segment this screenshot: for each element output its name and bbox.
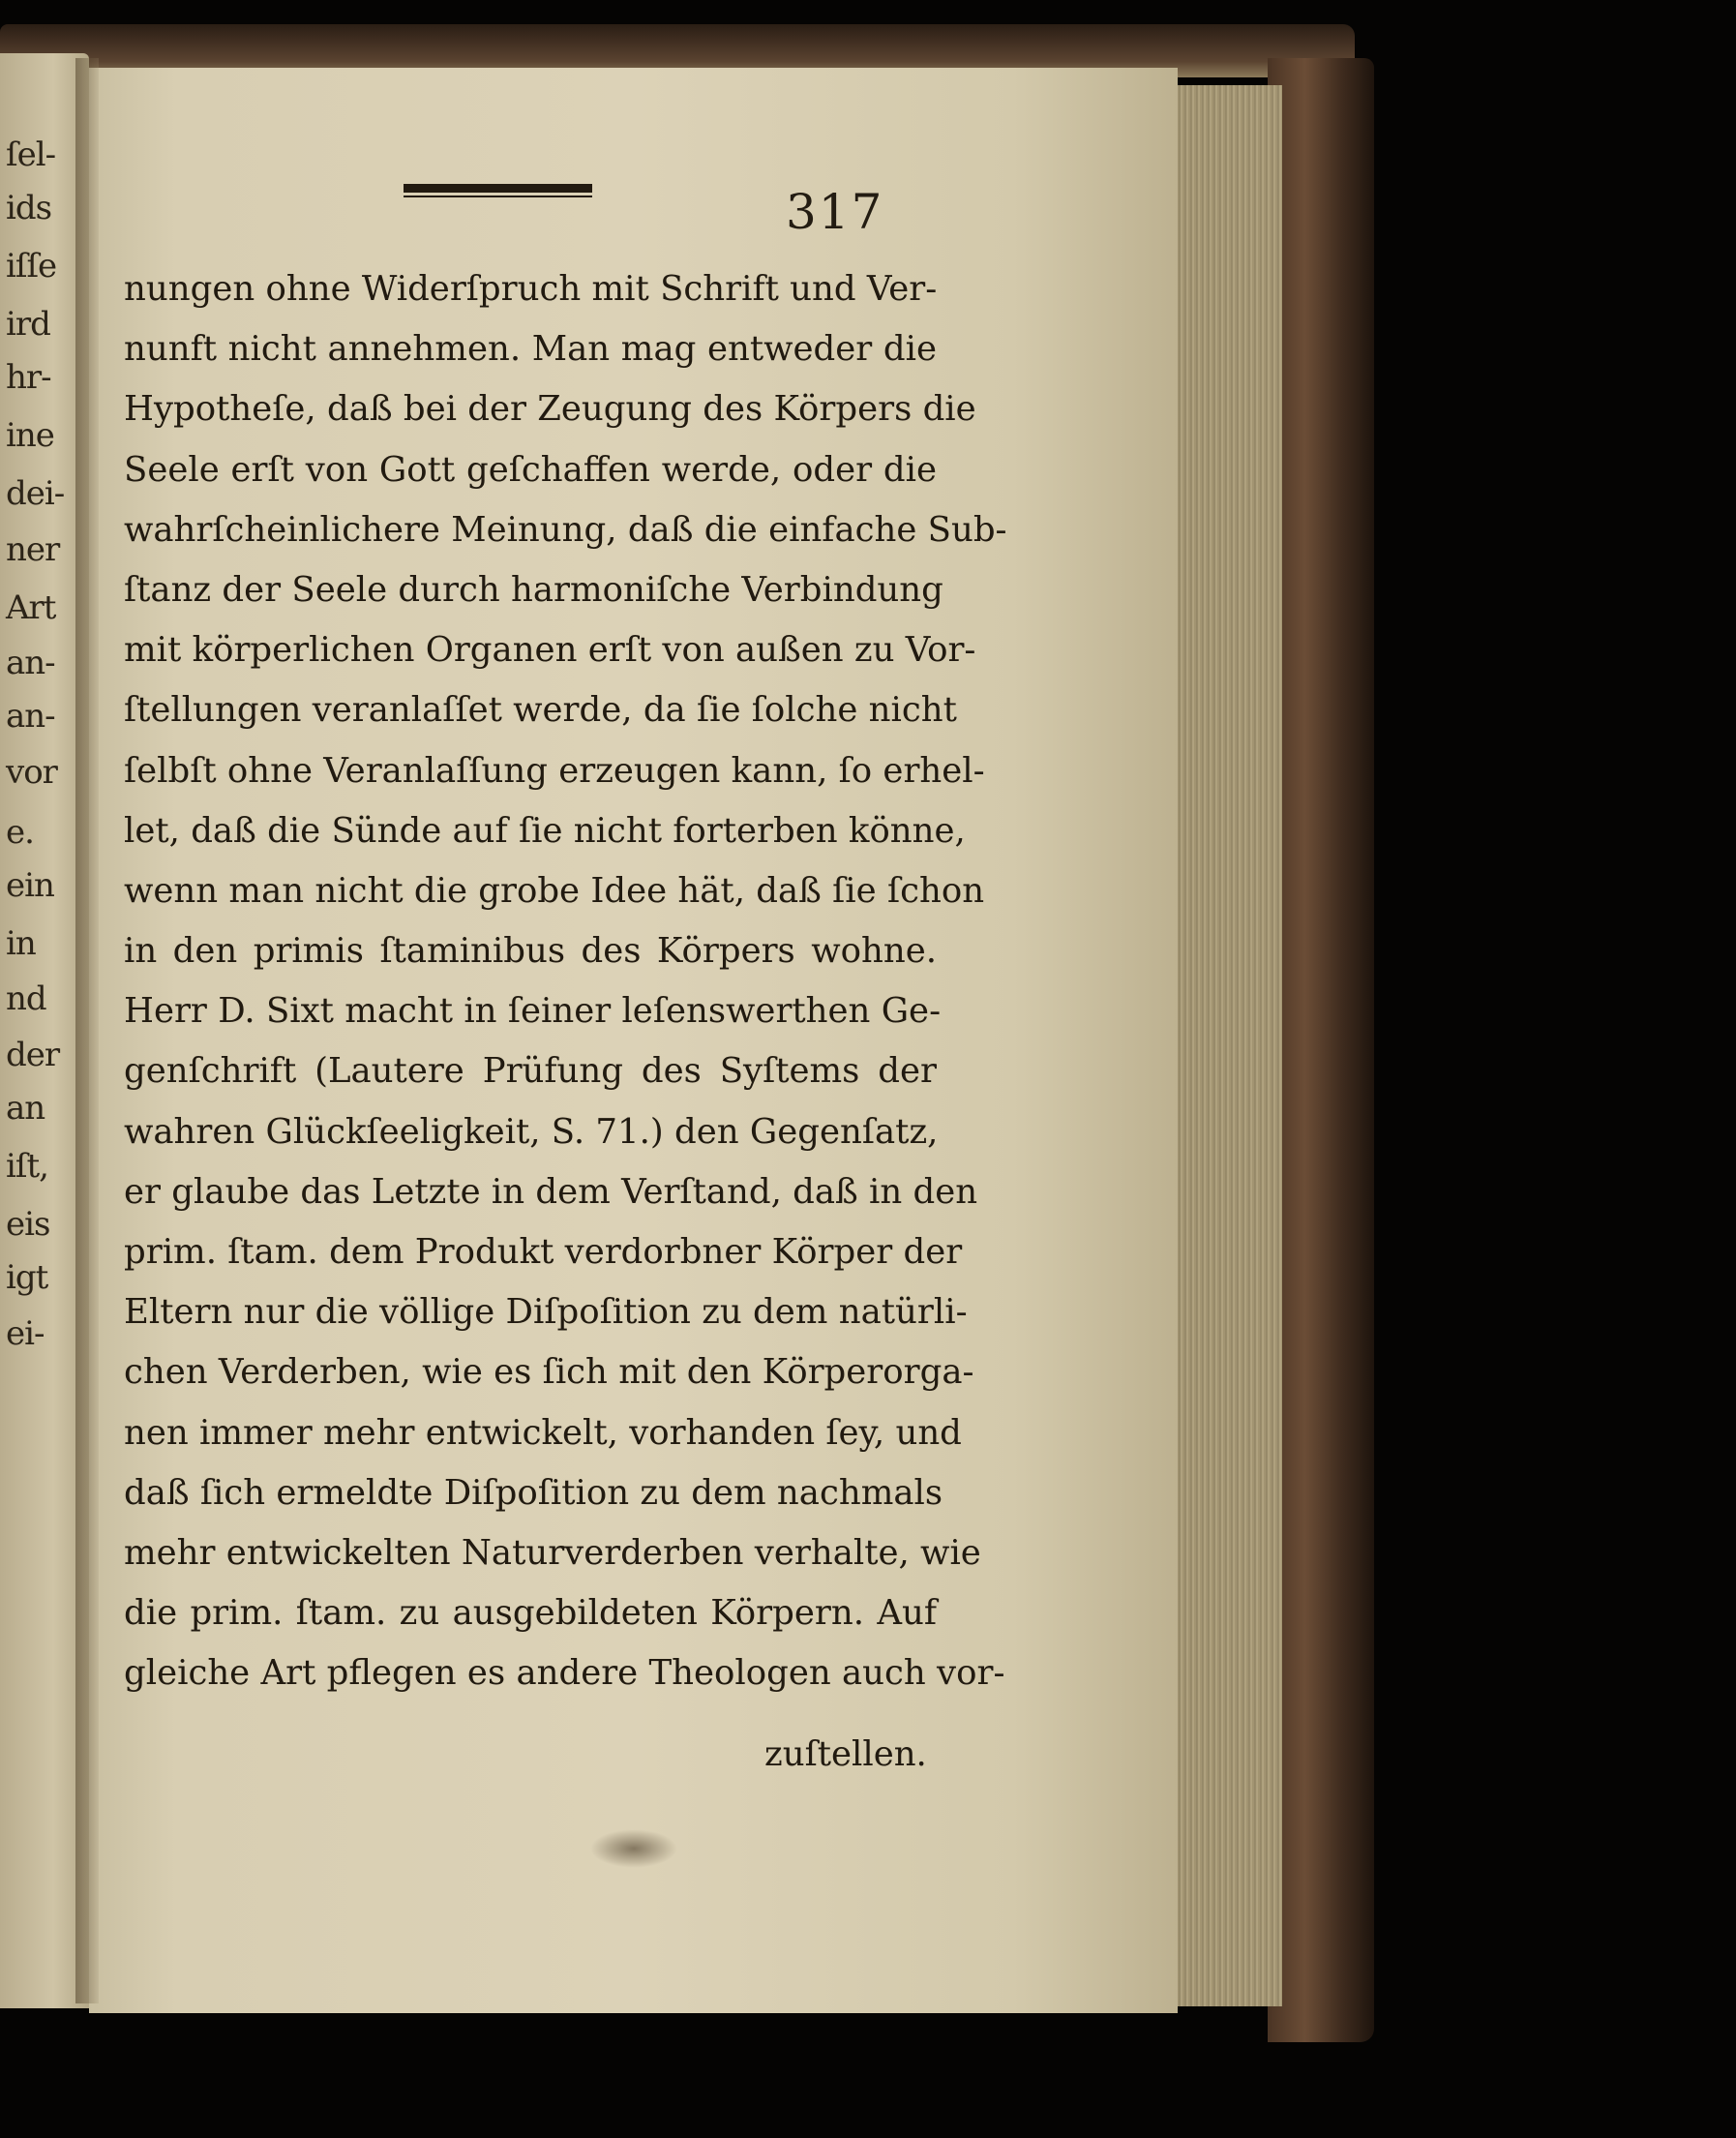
text-line: genſchrift (Lautere Prüfung des Syſtems der [124, 1051, 937, 1092]
text-line: Herr D. Sixt macht in ſeiner leſenswerthen Ge- [124, 991, 942, 1032]
left-page-fragment: an- [6, 644, 55, 682]
left-page-fragment: ei- [6, 1314, 45, 1353]
left-page-fragment: eis [6, 1205, 50, 1244]
left-page-fragment: an- [6, 697, 55, 736]
text-line: prim. ſtam. dem Produkt verdorbner Körper der [124, 1232, 963, 1272]
left-page-fragment: Art [6, 588, 56, 627]
left-page-fragment: ein [6, 866, 54, 905]
left-page-fragment: an [6, 1089, 45, 1128]
text-line: nungen ohne Widerſpruch mit Schrift und Ver- [124, 269, 938, 309]
text-line: gleiche Art pflegen es andere Theologen auch vor- [124, 1653, 1005, 1694]
text-line: ſelbſt ohne Veranlaſſung erzeugen kann, ſo erhel- [124, 750, 985, 791]
left-page-fragment: iſt, [6, 1147, 48, 1186]
text-line: wahren Glückſeeligkeit, S. 71.) den Gegenſatz, [124, 1111, 939, 1152]
text-line: wenn man nicht die grobe Idee hät, daß ſie ſchon [124, 870, 985, 911]
header-rule [404, 184, 592, 199]
text-line: ſtanz der Seele durch harmoniſche Verbindung [124, 569, 943, 610]
left-page-fragment: dei- [6, 474, 65, 513]
text-line: mit körperlichen Organen erſt von außen zu Vor- [124, 630, 976, 671]
left-page-fragment: vor [6, 753, 57, 792]
page-stain [590, 1829, 677, 1868]
left-page-fragment: der [6, 1036, 60, 1074]
text-line: er glaube das Letzte in dem Verſtand, daß in den [124, 1171, 978, 1212]
left-page-fragment: e. [6, 813, 34, 852]
text-line: wahrſcheinlichere Meinung, daß die einfache Sub- [124, 509, 1007, 550]
left-page-fragment: igt [6, 1258, 48, 1297]
catchword: zuſtellen. [764, 1734, 927, 1774]
text-line: mehr entwickelten Naturverderben verhalte, wie [124, 1532, 981, 1573]
text-line: let, daß die Sünde auf ſie nicht forterben könne, [124, 810, 966, 851]
left-page-fragment: nd [6, 979, 46, 1018]
left-page-fragment: ird [6, 305, 50, 344]
text-line: nen immer mehr entwickelt, vorhanden ſey, und [124, 1412, 962, 1453]
text-line: die prim. ſtam. zu ausgebildeten Körpern. Auf [124, 1593, 937, 1634]
left-page-fragment: ner [6, 530, 60, 569]
left-page-fragment: ine [6, 416, 54, 455]
left-page-fragment: ſel- [6, 136, 56, 174]
text-line: Hypotheſe, daß bei der Zeugung des Körpers die [124, 389, 976, 430]
left-page-fragment: iſſe [6, 247, 57, 286]
left-page-fragment: hr- [6, 358, 51, 397]
text-line: chen Verderben, wie es ſich mit den Körperorga- [124, 1352, 974, 1393]
body-text [124, 259, 1007, 1704]
page-number: 317 [786, 184, 884, 240]
left-page-fragment: in [6, 924, 36, 963]
text-line: nunft nicht annehmen. Man mag entweder die [124, 329, 937, 370]
text-line: ſtellungen veranlaſſet werde, da ſie ſolche nicht [124, 690, 957, 731]
gutter-shadow [75, 58, 99, 2003]
text-line: Seele erſt von Gott geſchaffen werde, oder die [124, 449, 937, 490]
left-page-fragment: ids [6, 189, 52, 227]
text-line: Eltern nur die völlige Diſpoſition zu dem natürli- [124, 1292, 968, 1333]
book-cover-edge [1268, 58, 1374, 2042]
text-line: daß ſich ermeldte Diſpoſition zu dem nachmals [124, 1472, 943, 1513]
page-edges [1166, 85, 1282, 2006]
text-line: in den primis ſtaminibus des Körpers wohne. [124, 931, 937, 972]
